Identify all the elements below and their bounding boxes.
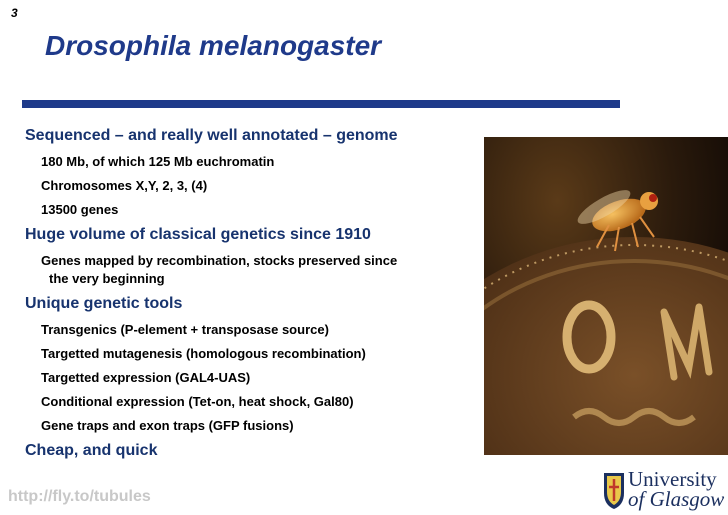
bullet-level-2: Genes mapped by recombination, stocks preserved since: [41, 253, 398, 268]
slide-title: Drosophila melanogaster: [45, 30, 382, 61]
bullet-level-2: Targetted mutagenesis (homologous recombination): [41, 346, 366, 361]
university-logo: [600, 465, 728, 515]
photo-illustration: [484, 137, 728, 455]
bullet-level-2: 13500 genes: [41, 202, 119, 217]
bullet-level-2: the very beginning: [49, 271, 165, 286]
fly-on-coin-photo: [484, 137, 728, 455]
logo-line-2: of Glasgow: [628, 487, 725, 511]
bullet-level-1: Unique genetic tools: [25, 295, 183, 312]
bullet-level-2: Transgenics (P-element + transposase source): [41, 322, 329, 337]
bullet-level-2: Targetted expression (GAL4-UAS): [41, 370, 251, 385]
bullet-level-2: 180 Mb, of which 125 Mb euchromatin: [41, 154, 275, 169]
logo-line-1: University: [628, 467, 717, 491]
bullet-list: [25, 126, 475, 461]
bullet-level-1: Huge volume of classical genetics since 1910: [25, 226, 371, 243]
slide-number: 3: [11, 6, 18, 20]
bullet-level-2: Gene traps and exon traps (GFP fusions): [41, 418, 294, 433]
crest-icon: [602, 471, 626, 511]
footer-url[interactable]: http://fly.to/tubules: [8, 488, 151, 505]
bullet-level-2: Conditional expression (Tet-on, heat shock, Gal80): [41, 394, 354, 409]
bullet-level-2: Chromosomes X,Y, 2, 3, (4): [41, 178, 208, 193]
bullet-level-1: Sequenced – and really well annotated – genome: [25, 127, 398, 144]
title-rule: [22, 100, 620, 108]
bullet-level-1: Cheap, and quick: [25, 442, 158, 459]
